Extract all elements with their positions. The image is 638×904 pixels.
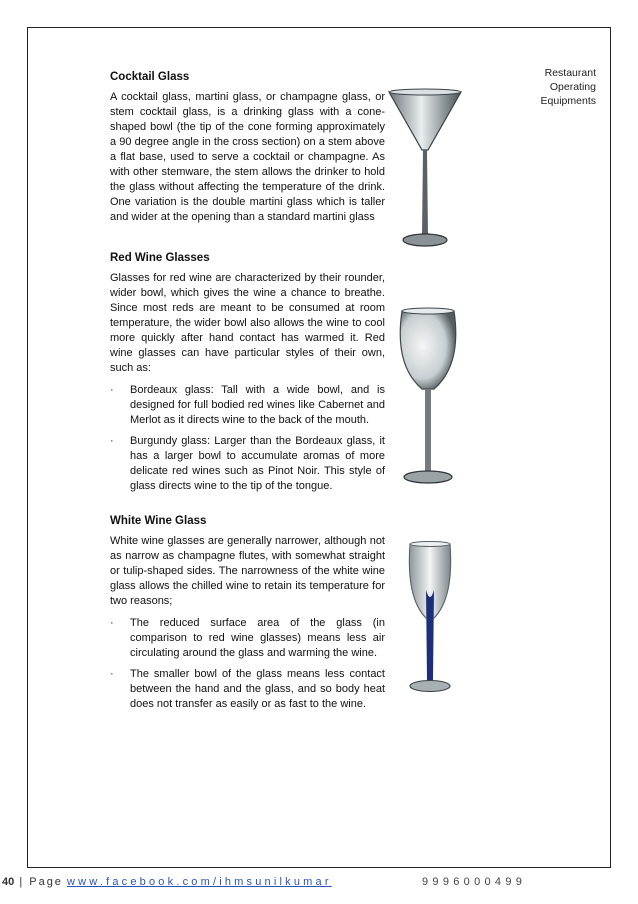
facebook-link[interactable]: www.facebook.com/ihmsunilkumar (67, 876, 332, 888)
section-title: Cocktail Glass (110, 71, 190, 83)
list-item-text: Burgundy glass: Larger than the Bordeaux glass, it has a larger bowl to accumulate aromas of more delicate red wines such as Pinot Noir. This style of glass directs wine to the tip of the tongue. (130, 435, 385, 492)
section-cocktail-glass (110, 71, 385, 225)
section-title: Red Wine Glasses (110, 252, 210, 264)
page-number: 40 (2, 876, 15, 888)
phone-number: 9996000499 (422, 876, 527, 888)
martini-glass-image (385, 88, 465, 258)
list-item-text: The smaller bowl of the glass means less contact between the hand and the glass, and so body heat does not transfer as easily or as fast to the wine. (130, 668, 385, 710)
side-note (541, 66, 596, 108)
section-white-wine-glass (110, 515, 385, 712)
list-item (110, 667, 385, 712)
page-number-label (2, 876, 63, 888)
side-note-line: Equipments (540, 95, 596, 107)
list-item-text: Bordeaux glass: Tall with a wide bowl, and is designed for full bodied red wines like Cabernet and Merlot as it directs wine to the back of the mouth. (130, 384, 385, 426)
bullet-marker: · (110, 617, 114, 629)
section-body: A cocktail glass, martini glass, or champagne glass, or stem cocktail glass, is a drinking glass with a cone-shaped bowl (the tip of the cone forming approximately a 90 degree angle in the cross section) on a stem above a flat base, used to serve a cocktail or champagne. As with other stemware, the stem allows the drinker to hold the glass without affecting the temperature of the drink. One variation is the double martini glass which is taller and wider at the opening than a standard martini glass (110, 91, 385, 223)
section-body: White wine glasses are generally narrower, although not as narrow as champagne flutes, with somewhat straight or tulip-shaped sides. The narrowness of the white wine glass allows the chilled wine to retain its temperature for two reasons; (110, 535, 385, 607)
section-title: White Wine Glass (110, 515, 207, 527)
page-footer (0, 876, 638, 896)
white-wine-glass-image (400, 540, 460, 700)
side-note-line: Restaurant (544, 67, 596, 79)
list-item (110, 434, 385, 494)
list-item-text: The reduced surface area of the glass (in comparison to red wine glasses) means less air circulating around the glass and warming the wine. (130, 617, 385, 659)
footer-separator: | (19, 876, 25, 888)
list-item (110, 383, 385, 428)
bullet-marker: · (110, 668, 114, 680)
side-note-line: Operating (549, 81, 596, 93)
section-red-wine-glasses (110, 252, 385, 494)
page-word: Page (29, 876, 63, 888)
bullet-marker: · (110, 435, 114, 447)
section-body: Glasses for red wine are characterized by their rounder, wider bowl, which gives the wine a chance to breathe. Since most reds are meant to be consumed at room temperature, the wider bowl also allows the wine to cool more quickly after hand contact has warmed it. Red wine glasses can have particular styles of their own, such as: (110, 272, 385, 374)
list-item (110, 616, 385, 661)
bullet-marker: · (110, 384, 114, 396)
red-wine-glass-image (392, 305, 464, 495)
